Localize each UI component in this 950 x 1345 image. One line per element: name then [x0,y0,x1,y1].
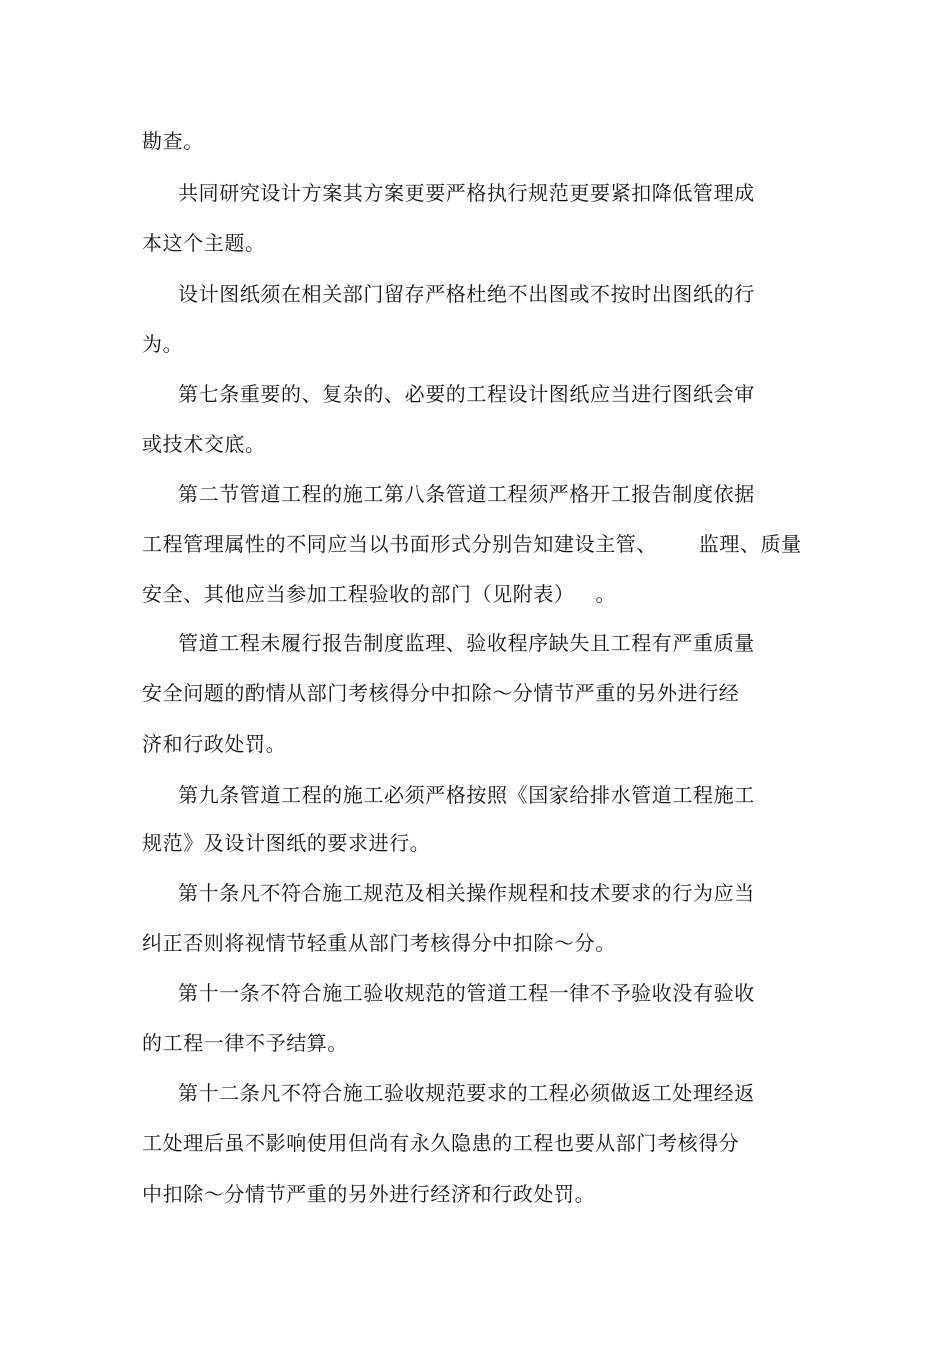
paragraph-line: 设计图纸须在相关部门留存严格杜绝不出图或不按时出图纸的行 [178,282,755,306]
text-line: 工处理后虽不影响使用但尚有永久隐患的工程也要从部门考核得分 [142,1131,740,1155]
text-line: 规范》及设计图纸的要求进行。 [142,831,431,855]
text-line: 的工程一律不予结算。 [142,1031,348,1055]
text-line: 勘查。 [142,129,204,153]
text-line: 济和行政处罚。 [142,732,287,756]
text-line: 纠正否则将视情节轻重从部门考核得分中扣除～分。 [142,931,616,955]
text-line: 中扣除～分情节严重的另外进行经济和行政处罚。 [142,1182,596,1206]
text-line: 安全、其他应当参加工程验收的部门（见附表） 。 [142,582,617,606]
paragraph-line: 第二节管道工程的施工第八条管道工程须严格开工报告制度依据 [178,482,755,506]
text-line: 安全问题的酌情从部门考核得分中扣除～分情节严重的另外进行经 [142,681,740,705]
paragraph-line: 第七条重要的、复杂的、必要的工程设计图纸应当进行图纸会审 [178,382,755,406]
paragraph-line: 第十条凡不符合施工规范及相关操作规程和技术要求的行为应当 [178,881,755,905]
paragraph-line: 第十二条凡不符合施工验收规范要求的工程必须做返工处理经返 [178,1081,755,1105]
paragraph-line: 管道工程未履行报告制度监理、验收程序缺失且工程有严重质量 [178,631,755,655]
paragraph-line: 第十一条不符合施工验收规范的管道工程一律不予验收没有验收 [178,981,755,1005]
text-line: 工程管理属性的不同应当以书面形式分别告知建设主管、 监理、质量 [142,532,802,556]
paragraph-line: 共同研究设计方案其方案更要严格执行规范更要紧扣降低管理成 [178,181,755,205]
text-line: 或技术交底。 [142,432,266,456]
text-line: 为。 [142,332,184,356]
text-line: 本这个主题。 [142,231,266,255]
paragraph-line: 第九条管道工程的施工必须严格按照《国家给排水管道工程施工 [178,783,755,807]
